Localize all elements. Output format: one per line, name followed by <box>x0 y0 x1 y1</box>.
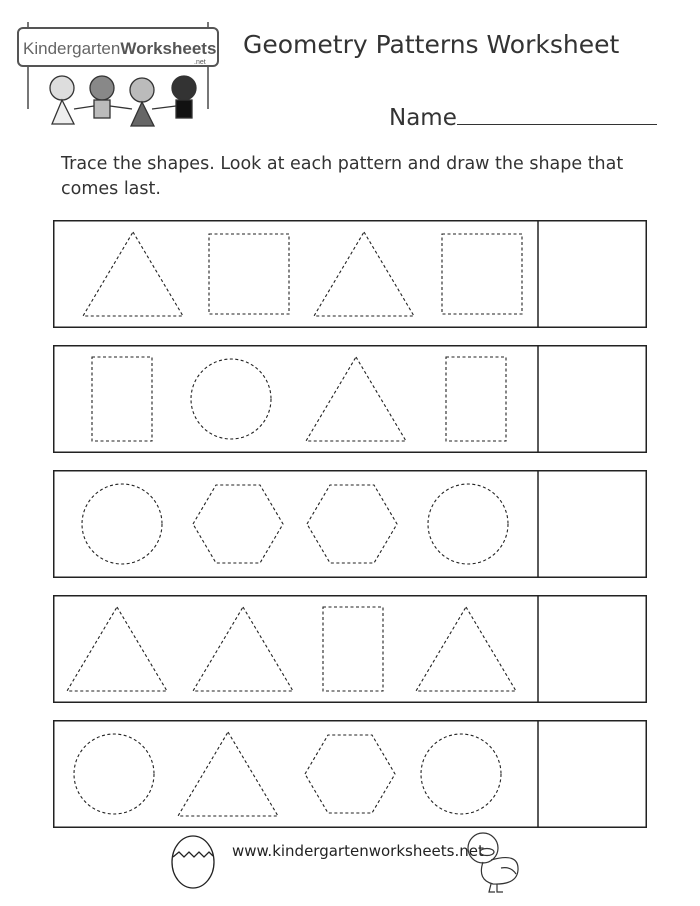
worksheet-title: Geometry Patterns Worksheet <box>243 30 620 59</box>
duckling-icon <box>463 830 523 896</box>
traceable-triangle[interactable] <box>193 607 293 691</box>
traceable-hexagon[interactable] <box>305 735 395 813</box>
traceable-circle[interactable] <box>74 734 154 814</box>
pattern-row <box>53 220 647 328</box>
traceable-hexagon[interactable] <box>193 485 283 563</box>
traceable-triangle[interactable] <box>83 232 183 316</box>
answer-box[interactable] <box>539 346 645 452</box>
traceable-square[interactable] <box>209 234 289 314</box>
footer-url[interactable]: www.kindergartenworksheets.net <box>232 842 484 860</box>
name-label: Name <box>389 105 457 131</box>
pattern-row <box>53 470 647 578</box>
traceable-rectangle[interactable] <box>323 607 383 691</box>
answer-box[interactable] <box>539 721 645 827</box>
pattern-row <box>53 595 647 703</box>
traceable-rectangle[interactable] <box>92 357 152 441</box>
traceable-triangle[interactable] <box>67 607 167 691</box>
traceable-triangle[interactable] <box>314 232 414 316</box>
traceable-triangle[interactable] <box>306 357 406 441</box>
name-line[interactable] <box>457 104 657 125</box>
traceable-circle[interactable] <box>428 484 508 564</box>
traceable-triangle[interactable] <box>416 607 516 691</box>
answer-box[interactable] <box>539 596 645 702</box>
pattern-row <box>53 345 647 453</box>
svg-text:KindergartenWorksheets: KindergartenWorksheets <box>23 39 217 58</box>
traceable-circle[interactable] <box>421 734 501 814</box>
kindergarten-worksheets-logo <box>14 14 222 136</box>
answer-box[interactable] <box>539 221 645 327</box>
svg-text:.net: .net <box>194 59 206 66</box>
traceable-circle[interactable] <box>191 359 271 439</box>
traceable-hexagon[interactable] <box>307 485 397 563</box>
traceable-triangle[interactable] <box>178 732 278 816</box>
instructions: Trace the shapes. Look at each pattern and draw the shape that comes last. <box>61 154 624 199</box>
pattern-row <box>53 720 647 828</box>
traceable-circle[interactable] <box>82 484 162 564</box>
answer-box[interactable] <box>539 471 645 577</box>
egg-icon <box>168 830 218 890</box>
name-field[interactable] <box>389 104 657 131</box>
traceable-square[interactable] <box>442 234 522 314</box>
traceable-rectangle[interactable] <box>446 357 506 441</box>
